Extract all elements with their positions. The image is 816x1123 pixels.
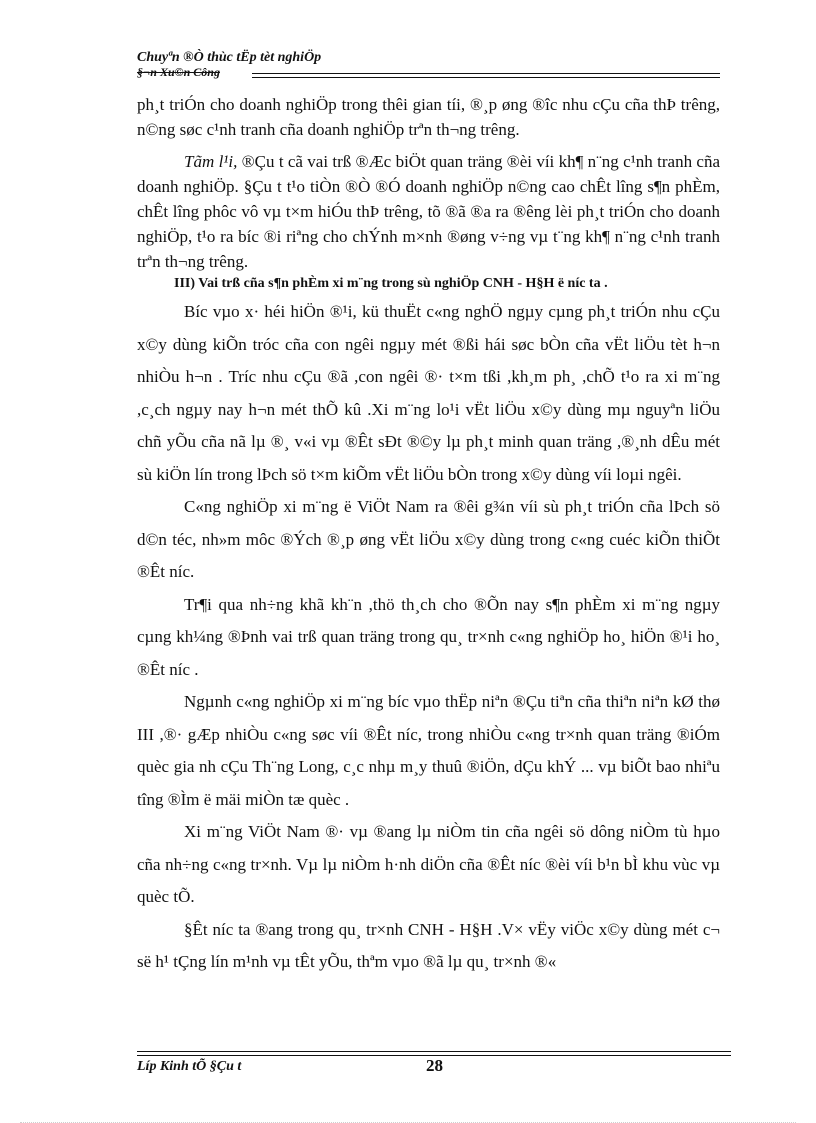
section-paragraph: Xi m¨ng ViÖt Nam ®· vµ ®ang lµ niÒm tin cña ngêi sö dông niÒm tù hµo cña nh÷ng c«ng tr×nh. Vµ lµ niÒm h·nh diÖn cña ®Êt níc ®èi víi b¹n bÌ khu vùc vµ quèc tÕ. (137, 822, 720, 906)
section-paragraph: C«ng nghiÖp xi m¨ng ë ViÖt Nam ra ®êi g¾n víi sù ph¸t triÓn cña lÞch sö d©n téc, nh»m môc ®Ých ®¸p øng vËt liÖu x©y dùng trong c«ng cuéc kiÕn thiÕt ®Êt níc. (137, 497, 720, 581)
header-rule (252, 73, 720, 78)
section-paragraph: Bíc vµo x· héi hiÖn ®¹i, kü thuËt c«ng nghÖ ngµy cµng ph¸t triÓn nhu cÇu x©y dùng kiÕn tróc cña con ngêi ngµy mét ®ßi hái søc bÒn cña vËt liÖu tèt h¬n nhiÒu h¬n . Tríc nhu cÇu ®ã ,con ngêi ®· t×m tßi ,kh¸m ph¸ ,chÕ t¹o ra xi m¨ng ,c¸ch ngµy nay h¬n mét thÕ kû .Xi m¨ng lo¹i vËt liÖu x©y dùng mµ nguyªn liÖu chñ yÕu cña nã lµ ®¸ v«i vµ ®Êt sÐt ®©y lµ ph¸t minh quan träng ,®¸nh dÊu mét sù kiÖn lín trong lÞch sö t×m kiÕm vËt liÖu bÒn trong x©y dùng víi loµi ngêi. (137, 302, 720, 484)
body-text (137, 92, 720, 979)
paragraph-rest: ®Çu t cã vai trß ®Æc biÖt quan träng ®èi víi kh¶ n¨ng c¹nh tranh cña doanh nghiÖp. §Çu t t¹o tiÒn ®Ò ®Ó doanh nghiÖp n©ng cao chÊt lîng s¶n phÈm, chÊt lîng phôc vô vµ t×m hiÓu thÞ trêng, tõ ®ã ®a ra ®êng lèi ph¸t triÓn cho doanh nghiÖp, t¹o ra bíc ®i riªng cho chÝnh m×nh ®øng v÷ng vµ t¨ng kh¶ n¨ng c¹nh tranh trªn th¬ng trêng. (137, 152, 721, 271)
section-paragraph: Ngµnh c«ng nghiÖp xi m¨ng bíc vµo thËp niªn ®Çu tiªn cña thiªn niªn kØ thø III ,®· gÆp nhiÒu c«ng søc víi ®Êt níc, trong nhiÒu c«ng tr×nh quan träng ®iÓm quèc gia nh cÇu Th¨ng Long, c¸c nhµ m¸y thuû ®iÖn, dÇu khÝ ... vµ biÕt bao nhiªu tîng ®Ìm ë mäi miÒn tæ quèc . (137, 692, 720, 809)
footer-class-label: Líp Kinh tÕ §Çu t (137, 1059, 242, 1074)
header-author: §¬n Xu©n Công (137, 65, 220, 79)
page-number: 28 (426, 1056, 443, 1075)
section-heading: III) Vai trß cña s¶n phÈm xi m¨ng trong sù nghiÖp CNH - H§H ë níc ta . (174, 276, 608, 291)
paragraph: ph¸t triÓn cho doanh nghiÖp trong thêi gian tíi, ®¸p øng ®îc nhu cÇu cña thÞ trêng, n©ng søc c¹nh tranh cña doanh nghiÖp trªn th¬ng trêng. (137, 95, 720, 139)
header-title: Chuyªn ®Ò thùc tËp tèt nghiÖp (137, 50, 322, 65)
paragraph (137, 149, 720, 274)
section-paragraph: Tr¶i qua nh÷ng khã kh¨n ,thö th¸ch cho ®Õn nay s¶n phÈm xi m¨ng ngµy cµng kh¼ng ®Þnh vai trß quan träng trong qu¸ tr×nh c«ng nghiÖp ho¸ hiÖn ®¹i ho¸ ®Êt níc . (137, 594, 720, 679)
paragraph-lead: Tãm l¹i, (184, 152, 238, 171)
section-paragraph: §Êt níc ta ®ang trong qu¸ tr×nh CNH - H§H .V× vËy viÖc x©y dùng mét c¬ së h¹ tÇng lín m¹nh vµ tÊt yÕu, thªm vµo ®ã lµ qu¸ tr×nh ®« (137, 919, 720, 971)
